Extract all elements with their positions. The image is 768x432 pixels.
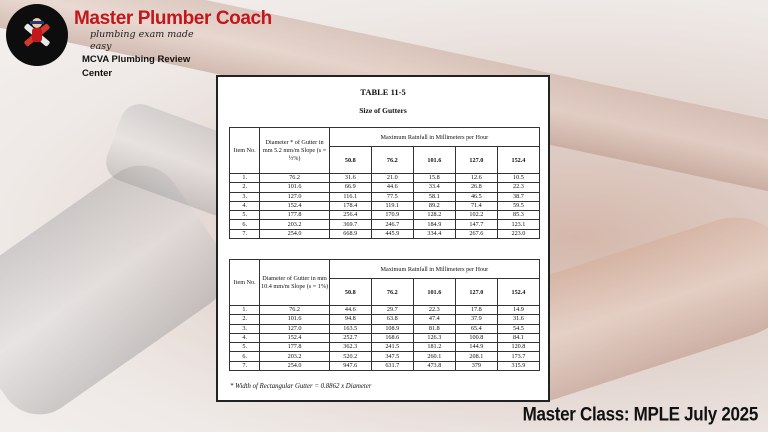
- rainfall-value-cell: 14.9: [497, 306, 539, 315]
- rainfall-value-cell: 128.2: [413, 211, 455, 220]
- table-footnote: * Width of Rectangular Gutter = 0.8862 x Diameter: [230, 383, 372, 390]
- column-header-max-rainfall: Maximum Rainfall in Millimeters per Hour: [329, 128, 539, 147]
- rainfall-value-cell: 58.1: [413, 192, 455, 201]
- rainfall-value-cell: 362.3: [329, 343, 371, 352]
- item-number-cell: 7.: [230, 229, 260, 238]
- item-number-cell: 6.: [230, 352, 260, 361]
- column-header-rate: 152.4: [497, 147, 539, 174]
- table-row: [230, 343, 540, 352]
- rainfall-value-cell: 668.9: [329, 229, 371, 238]
- rainfall-value-cell: 631.7: [371, 361, 413, 370]
- rainfall-value-cell: 100.8: [455, 333, 497, 342]
- rainfall-value-cell: 54.5: [497, 324, 539, 333]
- rainfall-value-cell: 116.1: [329, 192, 371, 201]
- item-number-cell: 2.: [230, 183, 260, 192]
- rainfall-value-cell: 520.2: [329, 352, 371, 361]
- item-number-cell: 4.: [230, 201, 260, 210]
- table-row: [230, 352, 540, 361]
- column-header-rate: 50.8: [329, 279, 371, 306]
- column-header-rate: 76.2: [371, 147, 413, 174]
- rainfall-value-cell: 256.4: [329, 211, 371, 220]
- rainfall-value-cell: 208.1: [455, 352, 497, 361]
- diameter-cell: 254.0: [260, 361, 329, 370]
- rainfall-value-cell: 65.4: [455, 324, 497, 333]
- diameter-cell: 101.6: [260, 183, 329, 192]
- table-row: [230, 324, 540, 333]
- item-number-cell: 5.: [230, 343, 260, 352]
- diameter-cell: 177.8: [260, 211, 329, 220]
- rainfall-value-cell: 17.8: [455, 306, 497, 315]
- rainfall-value-cell: 89.2: [413, 201, 455, 210]
- table-row: [230, 333, 540, 342]
- rainfall-value-cell: 12.6: [455, 174, 497, 183]
- rainfall-value-cell: 315.9: [497, 361, 539, 370]
- rainfall-value-cell: 94.8: [329, 315, 371, 324]
- rainfall-value-cell: 170.9: [371, 211, 413, 220]
- brand-tagline: plumbing exam made easy: [90, 29, 194, 52]
- diameter-cell: 152.4: [260, 201, 329, 210]
- column-header-diameter: Diameter * of Gutter in mm 5.2 mm/m Slope (s = ½%): [260, 128, 329, 174]
- item-number-cell: 7.: [230, 361, 260, 370]
- item-number-cell: 3.: [230, 192, 260, 201]
- rainfall-value-cell: 77.5: [371, 192, 413, 201]
- diameter-cell: 203.2: [260, 352, 329, 361]
- brand-block: [74, 8, 272, 81]
- item-number-cell: 1.: [230, 174, 260, 183]
- rainfall-value-cell: 47.4: [413, 315, 455, 324]
- diameter-cell: 152.4: [260, 333, 329, 342]
- brand-title: Master Plumber Coach: [74, 8, 272, 29]
- rainfall-value-cell: 33.4: [413, 183, 455, 192]
- rainfall-value-cell: 29.7: [371, 306, 413, 315]
- rainfall-value-cell: 223.0: [497, 229, 539, 238]
- column-header-rate: 101.6: [413, 147, 455, 174]
- rainfall-value-cell: 102.2: [455, 211, 497, 220]
- rainfall-value-cell: 267.6: [455, 229, 497, 238]
- gutter-table-one-percent-slope: [229, 259, 540, 371]
- pipe-wrench-logo-icon: [6, 4, 68, 66]
- diameter-cell: 177.8: [260, 343, 329, 352]
- item-number-cell: 2.: [230, 315, 260, 324]
- column-header-rate: 152.4: [497, 279, 539, 306]
- item-number-cell: 4.: [230, 333, 260, 342]
- column-header-rate: 50.8: [329, 147, 371, 174]
- rainfall-value-cell: 168.6: [371, 333, 413, 342]
- rainfall-value-cell: 334.4: [413, 229, 455, 238]
- column-header-item: Item No.: [230, 128, 260, 174]
- rainfall-value-cell: 46.5: [455, 192, 497, 201]
- table-row: [230, 361, 540, 370]
- rainfall-value-cell: 369.7: [329, 220, 371, 229]
- brand-subtitle: MCVA Plumbing Review Center: [82, 54, 191, 79]
- rainfall-value-cell: 10.5: [497, 174, 539, 183]
- rainfall-value-cell: 241.5: [371, 343, 413, 352]
- column-header-item: Item No.: [230, 260, 260, 306]
- rainfall-value-cell: 38.7: [497, 192, 539, 201]
- diameter-cell: 76.2: [260, 306, 329, 315]
- rainfall-value-cell: 347.5: [371, 352, 413, 361]
- rainfall-value-cell: 44.6: [371, 183, 413, 192]
- diameter-cell: 203.2: [260, 220, 329, 229]
- column-header-max-rainfall: Maximum Rainfall in Millimeters per Hour: [329, 260, 539, 279]
- rainfall-value-cell: 22.3: [413, 306, 455, 315]
- rainfall-value-cell: 379: [455, 361, 497, 370]
- diameter-cell: 101.6: [260, 315, 329, 324]
- rainfall-value-cell: 246.7: [371, 220, 413, 229]
- table-row: [230, 192, 540, 201]
- rainfall-value-cell: 178.4: [329, 201, 371, 210]
- column-header-rate: 127.0: [455, 279, 497, 306]
- column-header-rate: 76.2: [371, 279, 413, 306]
- rainfall-value-cell: 59.5: [497, 201, 539, 210]
- rainfall-value-cell: 947.6: [329, 361, 371, 370]
- rainfall-value-cell: 26.8: [455, 183, 497, 192]
- diameter-cell: 127.0: [260, 192, 329, 201]
- table-row: [230, 211, 540, 220]
- rainfall-value-cell: 44.6: [329, 306, 371, 315]
- table-row: [230, 201, 540, 210]
- rainfall-value-cell: 71.4: [455, 201, 497, 210]
- gutter-table-document: [216, 75, 550, 402]
- rainfall-value-cell: 260.1: [413, 352, 455, 361]
- rainfall-value-cell: 147.7: [455, 220, 497, 229]
- table-row: [230, 229, 540, 238]
- rainfall-value-cell: 21.0: [371, 174, 413, 183]
- item-number-cell: 1.: [230, 306, 260, 315]
- rainfall-value-cell: 181.2: [413, 343, 455, 352]
- rainfall-value-cell: 123.1: [497, 220, 539, 229]
- table-row: [230, 220, 540, 229]
- table-row: [230, 315, 540, 324]
- item-number-cell: 5.: [230, 211, 260, 220]
- rainfall-value-cell: 31.6: [497, 315, 539, 324]
- rainfall-value-cell: 108.9: [371, 324, 413, 333]
- diameter-cell: 76.2: [260, 174, 329, 183]
- rainfall-value-cell: 473.8: [413, 361, 455, 370]
- rainfall-value-cell: 66.9: [329, 183, 371, 192]
- rainfall-value-cell: 119.1: [371, 201, 413, 210]
- diameter-cell: 127.0: [260, 324, 329, 333]
- rainfall-value-cell: 163.5: [329, 324, 371, 333]
- rainfall-value-cell: 63.8: [371, 315, 413, 324]
- rainfall-value-cell: 173.7: [497, 352, 539, 361]
- item-number-cell: 6.: [230, 220, 260, 229]
- gutter-table-half-percent-slope: [229, 127, 540, 239]
- item-number-cell: 3.: [230, 324, 260, 333]
- rainfall-value-cell: 37.9: [455, 315, 497, 324]
- rainfall-value-cell: 31.6: [329, 174, 371, 183]
- master-class-label: Master Class: MPLE July 2025: [522, 403, 758, 425]
- column-header-rate: 101.6: [413, 279, 455, 306]
- rainfall-value-cell: 85.3: [497, 211, 539, 220]
- column-header-diameter: Diameter of Gutter in mm 10.4 mm/m Slope (s = 1%): [260, 260, 329, 306]
- document-subtitle: Size of Gutters: [359, 106, 407, 115]
- rainfall-value-cell: 15.8: [413, 174, 455, 183]
- rainfall-value-cell: 252.7: [329, 333, 371, 342]
- table-row: [230, 306, 540, 315]
- rainfall-value-cell: 81.8: [413, 324, 455, 333]
- rainfall-value-cell: 144.9: [455, 343, 497, 352]
- rainfall-value-cell: 445.9: [371, 229, 413, 238]
- document-title: TABLE 11-5: [360, 87, 406, 97]
- diameter-cell: 254.0: [260, 229, 329, 238]
- rainfall-value-cell: 84.1: [497, 333, 539, 342]
- column-header-rate: 127.0: [455, 147, 497, 174]
- rainfall-value-cell: 120.8: [497, 343, 539, 352]
- rainfall-value-cell: 22.3: [497, 183, 539, 192]
- table-row: [230, 183, 540, 192]
- rainfall-value-cell: 184.9: [413, 220, 455, 229]
- rainfall-value-cell: 126.3: [413, 333, 455, 342]
- table-row: [230, 174, 540, 183]
